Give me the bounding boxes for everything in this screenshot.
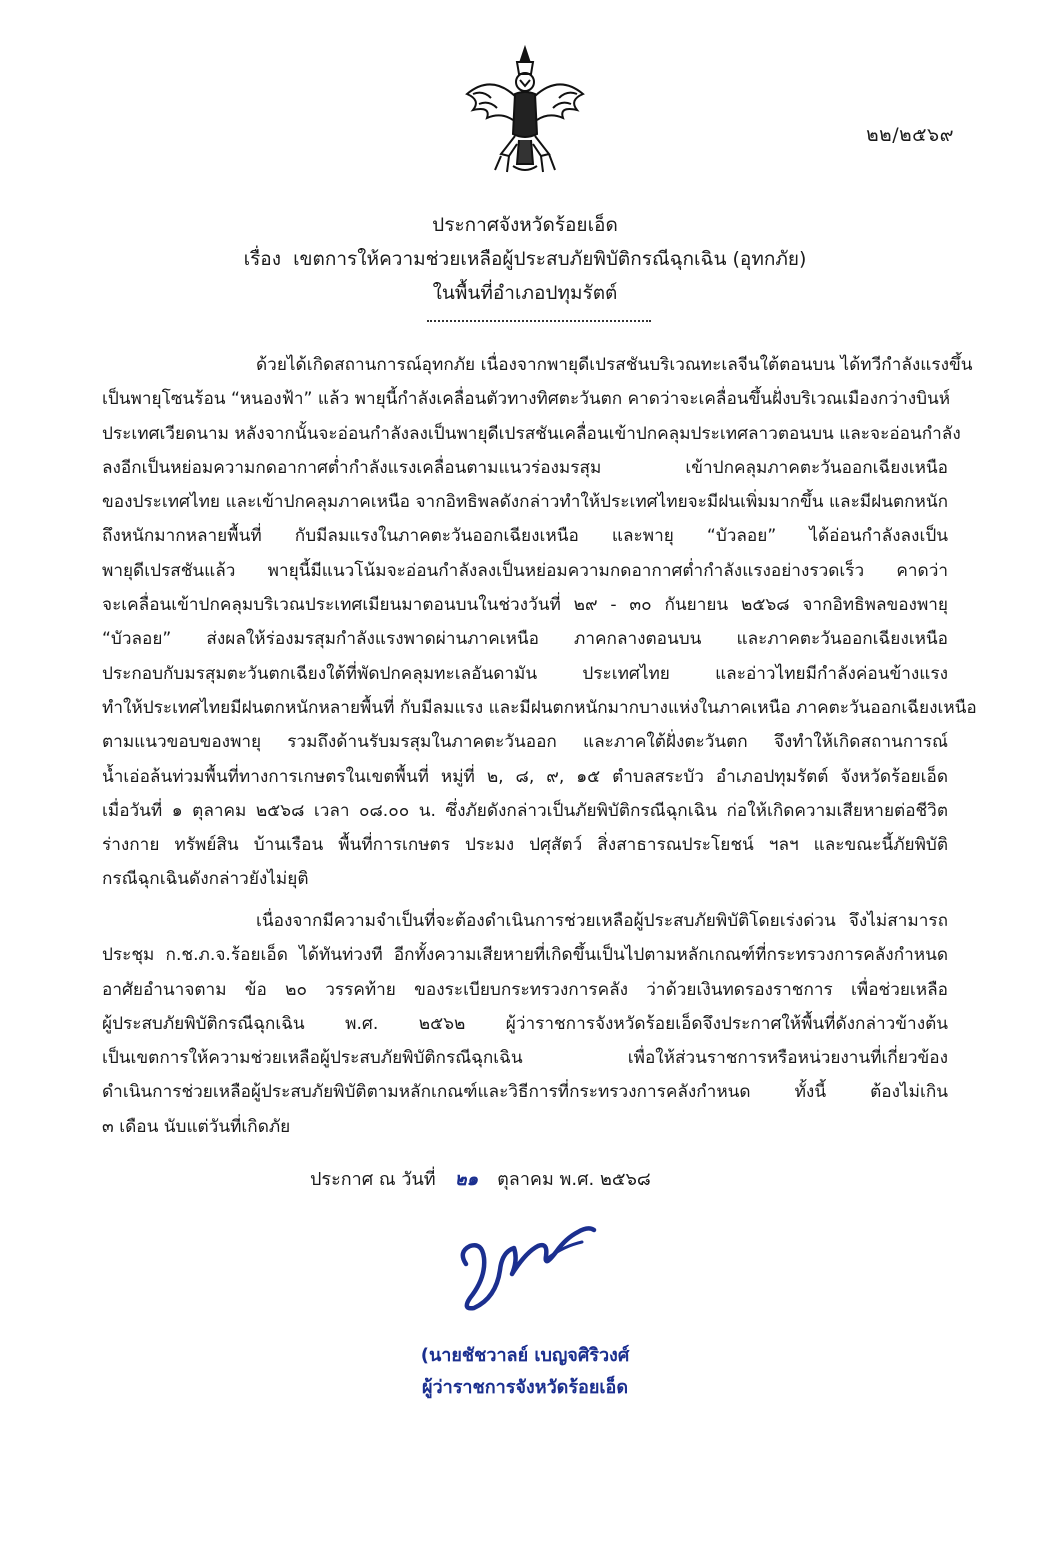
subject-prefix: เรื่อง xyxy=(243,248,281,270)
header-separator xyxy=(427,320,651,322)
paragraph-line: ผู้ประสบภัยพิบัติกรณีฉุกเฉิน พ.ศ. ๒๕๖๒ ผู้ว่าราชการจังหวัดร้อยเอ็ดจึงประกาศให้พื้นที่ดังกล่าวข้างต้น xyxy=(102,1013,948,1034)
document-number: ๒๒/๒๕๖๙ xyxy=(866,124,954,146)
announcement-date xyxy=(310,1164,651,1193)
paragraph-line: ๓ เดือน นับแต่วันที่เกิดภัย xyxy=(102,1116,291,1137)
paragraph-declaration xyxy=(102,904,948,1144)
paragraph-line: ประชุม ก.ช.ภ.จ.ร้อยเอ็ด ได้ทันท่วงที อีกทั้งความเสียหายที่เกิดขึ้นเป็นไปตามหลักเกณฑ์ที่กระทรวงการคลังกำหนด xyxy=(102,945,948,966)
paragraph-situation xyxy=(102,348,977,897)
paragraph-line: ดำเนินการช่วยเหลือผู้ประสบภัยพิบัติตามหลักเกณฑ์และวิธีการที่กระทรวงการคลังกำหนด ทั้งนี้ ต้องไม่เกิน xyxy=(102,1082,948,1103)
signer-position: ผู้ว่าราชการจังหวัดร้อยเอ็ด xyxy=(421,1377,629,1398)
paragraph-line: “บัวลอย” ส่งผลให้ร่องมรสุมกำลังแรงพาดผ่านภาคเหนือ ภาคกลางตอนบน และภาคตะวันออกเฉียงเหนือ xyxy=(102,629,948,650)
signer-name: (นายชัชวาลย์ เบญจศิริวงศ์ xyxy=(420,1345,630,1366)
paragraph-line: ถึงหนักมากหลายพื้นที่ กับมีลมแรงในภาคตะวันออกเฉียงเหนือ และพายุ “บัวลอย” ได้อ่อนกำลังลงเป็น xyxy=(102,526,948,547)
paragraph-line: เมื่อวันที่ ๑ ตุลาคม ๒๕๖๘ เวลา ๐๘.๐๐ น. ซึ่งภัยดังกล่าวเป็นภัยพิบัติกรณีฉุกเฉิน ก่อให้เกิดความเสียหายต่อชีวิต xyxy=(102,800,948,821)
garuda-emblem xyxy=(461,44,589,176)
paragraph-line: น้ำเอ่อล้นท่วมพื้นที่ทางการเกษตรในเขตพื้นที่ หมู่ที่ ๒, ๘, ๙, ๑๕ ตำบลสระบัว อำเภอปทุมรัตต์ จังหวัดร้อยเอ็ด xyxy=(102,766,948,787)
date-suffix: ตุลาคม พ.ศ. ๒๕๖๘ xyxy=(497,1169,651,1190)
date-prefix: ประกาศ ณ วันที่ xyxy=(310,1169,436,1190)
paragraph-line: พายุดีเปรสชันแล้ว พายุนี้มีแนวโน้มจะอ่อนกำลังลงเป็นหย่อมความกดอากาศต่ำกำลังแรงอย่างรวดเร็ว คาดว่า xyxy=(102,560,948,581)
governor-signature xyxy=(452,1212,602,1332)
paragraph-line: จะเคลื่อนเข้าปกคลุมบริเวณประเทศเมียนมาตอนบนในช่วงวันที่ ๒๙ - ๓๐ กันยายน ๒๕๖๘ จากอิทธิพลของพายุ xyxy=(102,595,948,616)
paragraph-line: ลงอีกเป็นหย่อมความกดอากาศต่ำกำลังแรงเคลื่อนตามแนวร่องมรสุม เข้าปกคลุมภาคตะวันออกเฉียงเหนือ xyxy=(102,457,948,478)
paragraph-line: ประเทศเวียดนาม หลังจากนั้นจะอ่อนกำลังลงเป็นพายุดีเปรสชันเคลื่อนเข้าปกคลุมประเทศลาวตอนบน และจะอ่อนกำลัง xyxy=(102,423,961,444)
announcement-subject xyxy=(0,242,1050,276)
paragraph-line: เป็นพายุโซนร้อน “หนองฟ้า” แล้ว พายุนี้กำลังเคลื่อนตัวทางทิศตะวันตก คาดว่าจะเคลื่อนขึ้นฝั่งบริเวณเมืองกว่างบินห์ xyxy=(102,389,951,410)
paragraph-line: เนื่องจากมีความจำเป็นที่จะต้องดำเนินการช่วยเหลือผู้ประสบภัยพิบัติโดยเร่งด่วน จึงไม่สามารถ xyxy=(256,911,948,931)
announcement-title: ประกาศจังหวัดร้อยเอ็ด xyxy=(432,214,618,236)
paragraph-line: อาศัยอำนาจตาม ข้อ ๒๐ วรรคท้าย ของระเบียบกระทรวงการคลัง ว่าด้วยเงินทดรองราชการ เพื่อช่วยเหลือ xyxy=(102,979,948,1000)
paragraph-line: ทำให้ประเทศไทยมีฝนตกหนักหลายพื้นที่ กับมีลมแรง และมีฝนตกหนักมากบางแห่งในภาคเหนือ ภาคตะวันออกเฉียงเหนือ xyxy=(102,697,977,718)
paragraph-line: กรณีฉุกเฉินดังกล่าวยังไม่ยุติ xyxy=(102,869,309,890)
announcement-area: ในพื้นที่อำเภอปทุมรัตต์ xyxy=(432,282,618,304)
paragraph-line: เป็นเขตการให้ความช่วยเหลือผู้ประสบภัยพิบัติกรณีฉุกเฉิน เพื่อให้ส่วนราชการหรือหน่วยงานที่เกี่ยวข้อง xyxy=(102,1048,948,1069)
paragraph-line: ของประเทศไทย และเข้าปกคลุมภาคเหนือ จากอิทธิพลดังกล่าวทำให้ประเทศไทยจะมีฝนเพิ่มมากขึ้น และมีฝนตกหนัก xyxy=(102,492,949,513)
paragraph-line: ด้วยได้เกิดสถานการณ์อุทกภัย เนื่องจากพายุดีเปรสชันบริเวณทะเลจีนใต้ตอนบน ได้ทวีกำลังแรงขึ้น xyxy=(256,355,973,375)
paragraph-line: ตามแนวขอบของพายุ รวมถึงด้านรับมรสุมในภาคตะวันออก และภาคใต้ฝั่งตะวันตก จึงทำให้เกิดสถานการณ์ xyxy=(102,732,948,753)
subject-text: เขตการให้ความช่วยเหลือผู้ประสบภัยพิบัติกรณีฉุกเฉิน (อุทกภัย) xyxy=(293,248,807,270)
handwritten-day: ๒๑ xyxy=(454,1169,478,1190)
paragraph-line: ร่างกาย ทรัพย์สิน บ้านเรือน พื้นที่การเกษตร ประมง ปศุสัตว์ สิ่งสาธารณประโยชน์ ฯลฯ และขณะนี้ภัยพิบัติ xyxy=(102,835,948,856)
announcement-header xyxy=(0,208,1050,310)
paragraph-line: ประกอบกับมรสุมตะวันตกเฉียงใต้ที่พัดปกคลุมทะเลอันดามัน ประเทศไทย และอ่าวไทยมีกำลังค่อนข้างแรง xyxy=(102,663,948,684)
